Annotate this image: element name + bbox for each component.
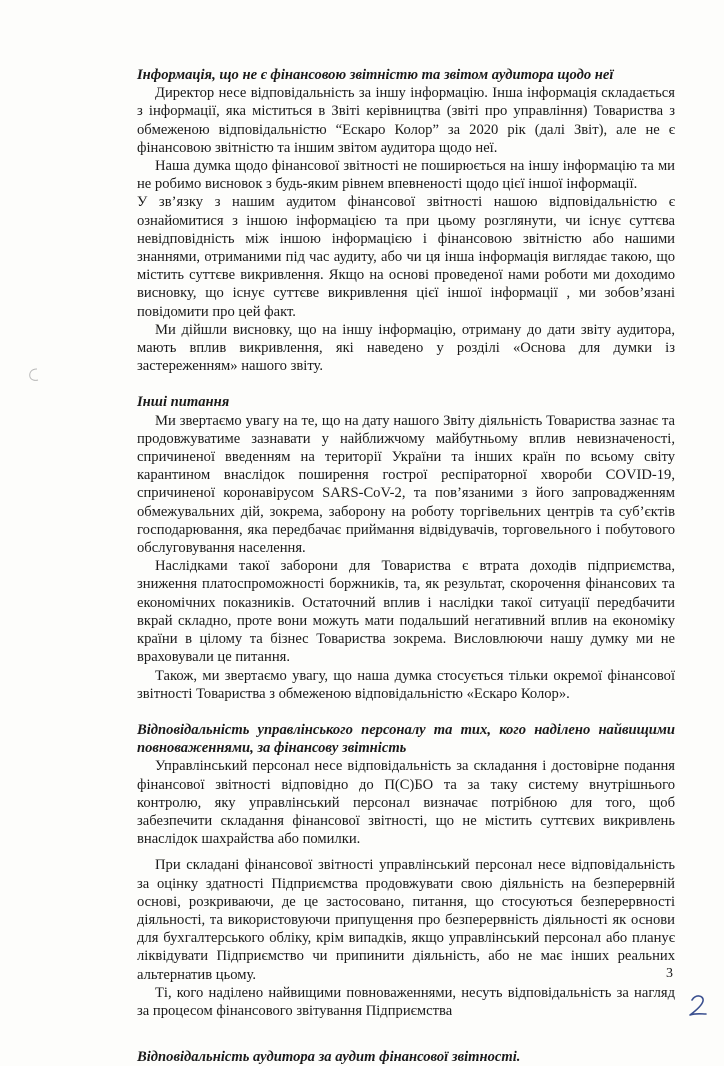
section-other-information (137, 66, 675, 375)
paragraph: Директор несе відповідальність за іншу інформацію. Інша інформація складається з інформації, яка міститься в Звіті керівництва (звіті про управління) Товариства з обмеженою відповідальністю “Ескаро Колор” за 2020 рік (далі Звіт), але не є фінансовою звітністю та іншим звітом аудитора щодо неї. (137, 85, 675, 156)
section-heading: Інформація, що не є фінансовою звітністю та звітом аудитора щодо неї (137, 67, 614, 83)
document-body (137, 66, 675, 1066)
page-number: 3 (666, 966, 673, 981)
section-other-matters (137, 393, 675, 702)
paragraph: При складані фінансової звітності управлінський персонал несе відповідальність за оцінку здатності Підприємства продовжувати свою діяльність на безперервній основі, розкриваючи, де це застосовано, питання, що стосуються безперервності діяльності, та використовуючи припущення про безперервність діяльності як основи для бухгалтерського обліку, крім випадків, якщо управлінський персонал або планує ліквідувати Підприємство чи припинити діяльність, або не має інших реальних альтернатив цьому. (137, 857, 675, 983)
punch-hole-mark (28, 368, 42, 382)
paragraph: У зв’язку з нашим аудитом фінансової звітності нашою відповідальністю є ознайомитися з іншою інформацією та при цьому розглянути, чи існує суттєва невідповідність між іншою інформацією і фінансовою звітністю або нашими знаннями, отриманими під час аудиту, або чи ця інша інформація виглядає такою, що містить суттєве викривлення. Якщо на основі проведеної нами роботи ми доходимо висновку, що існує суттєве викривлення цієї іншої інформації , ми зобов’язані повідомити про цей факт. (137, 194, 675, 320)
handwritten-page-mark (684, 990, 714, 1020)
paragraph: Ті, кого наділено найвищими повноваженнями, несуть відповідальність за нагляд за процесом фінансового звітування Підприємства (137, 984, 675, 1019)
paragraph: Управлінський персонал несе відповідальність за складання і достовірне подання фінансової звітності відповідно до П(С)БО та за таку систему внутрішнього контролю, яку управлінський персонал визначає потрібною для того, щоб забезпечити складання фінансової звітності, що не містить суттєвих викривлень внаслідок шахрайства або помилки. (137, 758, 675, 848)
paragraph: Наша думка щодо фінансової звітності не поширюється на іншу інформацію та ми не робимо висновок з будь-яким рівнем впевненості щодо цієї іншої інформації. (137, 158, 675, 193)
section-auditor-responsibility (137, 1048, 675, 1066)
section-heading: Відповідальність управлінського персоналу та тих, кого наділено найвищими повноваженнями, за фінансову звітність (137, 721, 675, 757)
section-heading: Відповідальність аудитора за аудит фінансової звітності. (137, 1049, 521, 1066)
paragraph: Ми дійшли висновку, що на іншу інформацію, отриману до дати звіту аудитора, мають вплив викривлення, які наведено у розділі «Основа для думки із застереженням» нашого звіту. (137, 321, 675, 375)
paragraph: Наслідками такої заборони для Товариства є втрата доходів підприємства, зниження платоспроможності боржників, та, як результат, скорочення фінансових та економічних показників. Остаточний вплив і наслідки такої ситуації передбачити вкрай складно, проте вони можуть мати подальший негативний вплив на економіку країни в цілому та бізнес Товариства зокрема. Висловлюючи нашу думку ми не враховували це питання. (137, 558, 675, 666)
paragraph: Ми звертаємо увагу на те, що на дату нашого Звіту діяльність Товариства зазнає та продовжуватиме зазнавати у найближчому майбутньому вплив невизначеності, спричиненої введенням на території України та інших країн по всьому світу карантином внаслідок поширення гострої респіраторної хвороби COVID-19, спричиненої коронавірусом SARS-CoV-2, та пов’язаними з його запровадженням обмежувальних дій, зокрема, заборону на роботу торгівельних центрів та суб’єктів господарювання, яка передбачає приймання відвідувачів, торговельного і побутового обслуговування населення. (137, 412, 675, 557)
section-heading: Інші питання (137, 394, 230, 411)
section-management-responsibility (137, 721, 675, 1020)
paragraph: Також, ми звертаємо увагу, що наша думка стосується тільки окремої фінансової звітності Товариства з обмеженою відповідальністю «Ескаро Колор». (137, 667, 675, 702)
